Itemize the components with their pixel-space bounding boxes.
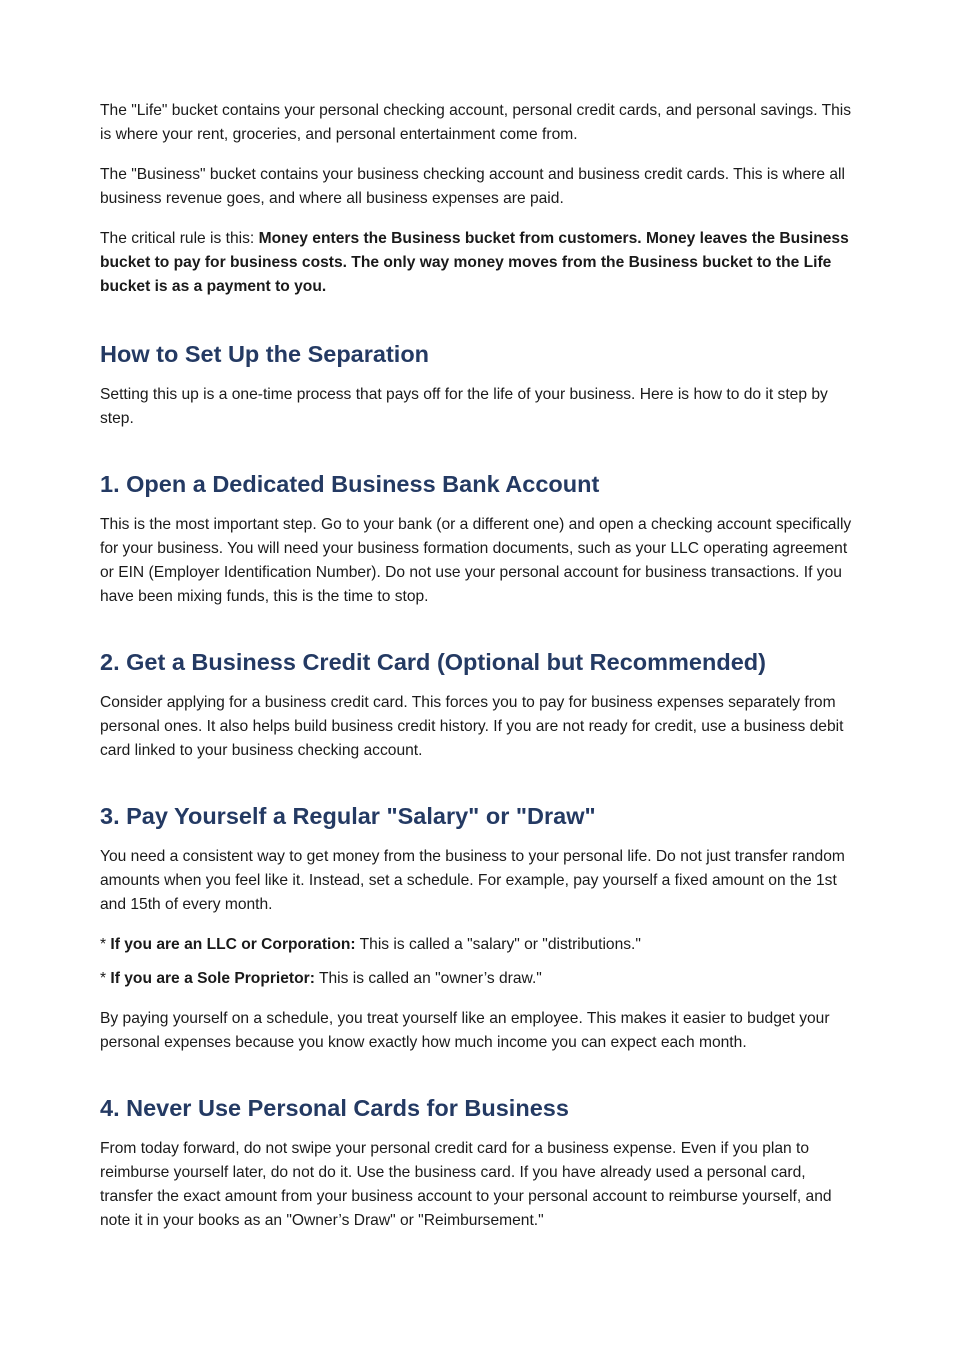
bullet-sole-proprietor-text: This is called an "owner’s draw." (314, 970, 542, 987)
step4-heading: 4. Never Use Personal Cards for Business (100, 1095, 569, 1121)
bullet-sole-proprietor (100, 967, 860, 991)
step3-heading: 3. Pay Yourself a Regular "Salary" or "Draw" (100, 803, 596, 829)
bullet-marker: * (100, 970, 111, 987)
bullet-llc-label: If you are an LLC or Corporation: (110, 936, 356, 953)
life-bucket-paragraph: The "Life" bucket contains your personal checking account, personal credit cards, and personal savings. This is where your rent, groceries, and personal entertainment come from. (100, 102, 852, 143)
step1-paragraph: This is the most important step. Go to your bank (or a different one) and open a checking account specifically for your business. You will need your business formation documents, such as your LLC operating agreement or EIN (Employer Identification Number). Do not use your personal account for business transactions. If you have been mixing funds, this is the time to stop. (100, 516, 852, 605)
step2-heading: 2. Get a Business Credit Card (Optional but Recommended) (100, 649, 766, 675)
bullet-sole-proprietor-label: If you are a Sole Proprietor: (110, 970, 315, 987)
step3-closing-paragraph: By paying yourself on a schedule, you treat yourself like an employee. This makes it easier to budget your personal expenses because you know exactly how much income you can expect each month. (100, 1010, 830, 1051)
business-bucket-paragraph: The "Business" bucket contains your business checking account and business credit cards. This is where all business revenue goes, and where all business expenses are paid. (100, 166, 845, 207)
bullet-llc (100, 933, 860, 957)
bullet-marker: * (100, 936, 111, 953)
setup-paragraph: Setting this up is a one-time process that pays off for the life of your business. Here is how to do it step by step. (100, 386, 828, 427)
critical-rule-prefix: The critical rule is this: (100, 230, 259, 247)
step2-paragraph: Consider applying for a business credit card. This forces you to pay for business expenses separately from personal ones. It also helps build business credit history. If you are not ready for credit, use a business debit card linked to your business checking account. (100, 694, 844, 759)
bullet-llc-text: This is called a "salary" or "distributions." (355, 936, 641, 953)
step4-paragraph: From today forward, do not swipe your personal credit card for a business expense. Even if you plan to reimburse yourself later, do not do it. Use the business card. If you have already used a personal card, transfer the exact amount from your business account to your personal account to reimburse yourself, and note it in your books as an "Owner’s Draw" or "Reimbursement." (100, 1140, 832, 1229)
critical-rule-bold: Money enters the Business bucket from customers. Money leaves the Business bucket to pay for business costs. The only way money moves from the Business bucket to the Life bucket is as a payment to you. (100, 230, 849, 295)
step1-heading: 1. Open a Dedicated Business Bank Account (100, 471, 600, 497)
critical-rule-paragraph (100, 227, 860, 299)
setup-heading: How to Set Up the Separation (100, 341, 430, 367)
document-page (100, 99, 860, 1249)
step3-paragraph: You need a consistent way to get money from the business to your personal life. Do not just transfer random amounts when you feel like it. Instead, set a schedule. For example, pay yourself a fixed amount on the 1st and 15th of every month. (100, 848, 845, 913)
